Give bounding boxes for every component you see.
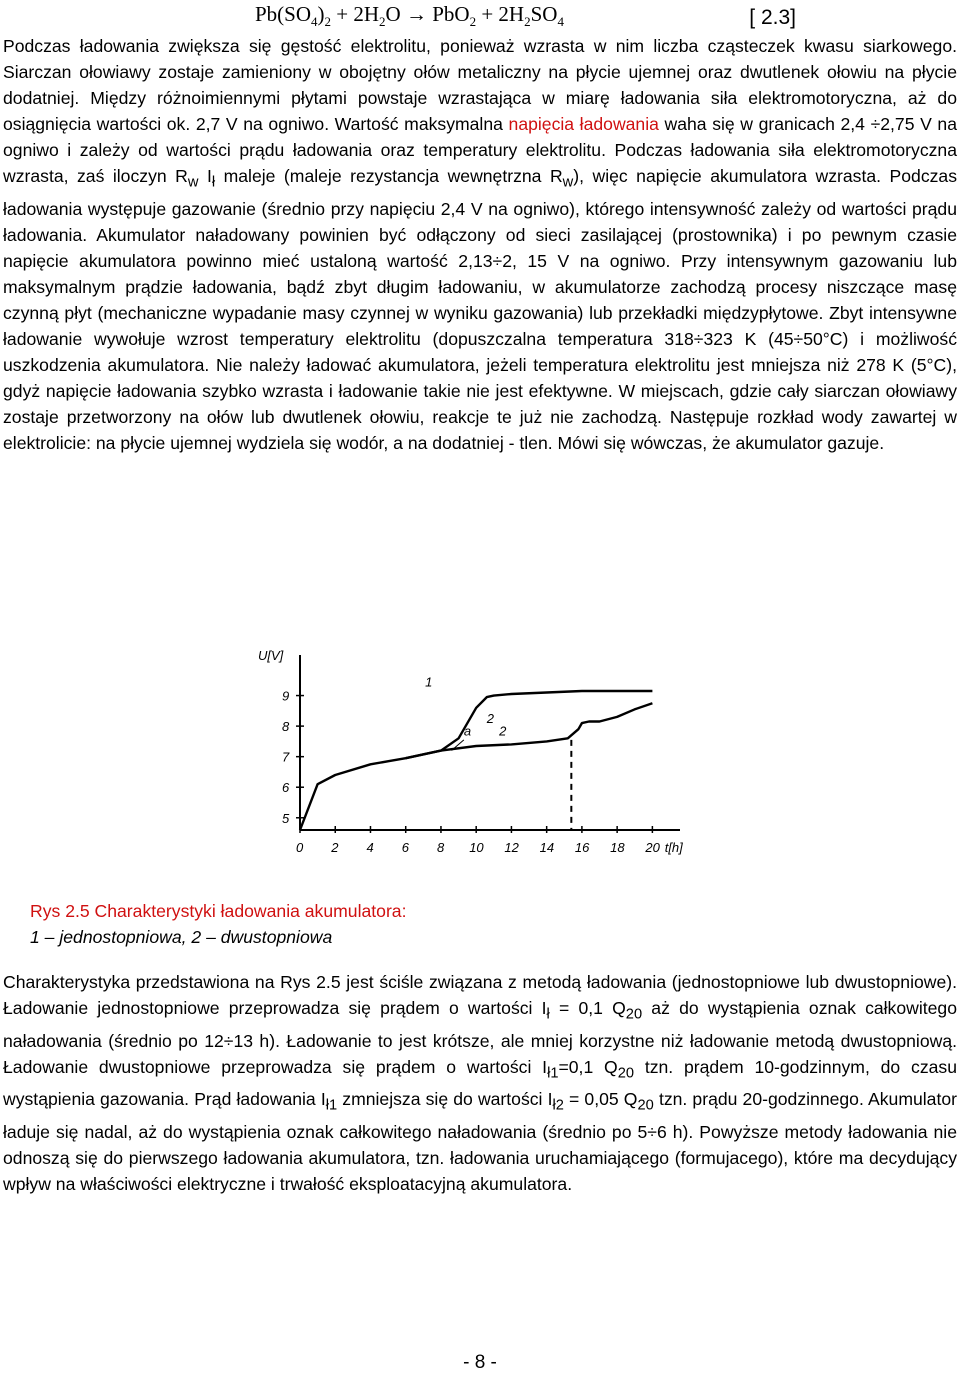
curve-label-2: 2	[499, 723, 507, 739]
x-tick-label: 14	[539, 840, 555, 855]
y-tick-label: 9	[282, 688, 290, 704]
paragraph-charging: Podczas ładowania zwiększa się gęstość elektrolitu, ponieważ wzrasta w nim liczba cząsteczek kwasu siarkowego. Siarczan ołowiawy zostaje zamieniony w obojętny ołów metaliczny na płycie ujemnej oraz dwutlenek ołowiu na płycie dodatniej. Między różnoimiennymi płytami powstaje wzrastająca w miarę ładowania siła elektromotoryczna, aż do osiągnięcia wartości ok. 2,7 V na ogniwo. Wartość maksymalna napięcia ładowania waha się w granicach 2,4 ÷2,75 V na ogniwo i zależy od wartości prądu ładowania oraz temperatury elektrolitu. Podczas ładowania siła elektromotoryczna wzrasta, zaś iloczyn $R_w$ $I_ł$ maleje (maleje rezystancja wewnętrzna $R_w$), więc napięcie akumulatora wzrasta. Podczas ładowania występuje gazowanie (średnio przy napięciu 2,4 V na ogniwo), którego intensywność zależy od wartości prądu ładowania. Akumulator naładowany powinien być odłączony od sieci zasilającej (prostownika) i po pewnym czasie napięcie akumulatora powinno mieć ustaloną wartość 2,13÷2, 15 V na ogniwo. Przy intensywnym gazowaniu lub maksymalnym prądzie ładowania, bądź zbyt długim ładowaniu, w akumulatorze zachodzą procesy niszczące masę czynną płyt (mechaniczne wypadanie masy czynnej w wyniku gazowania) lub przekładki międzypłytowe. Zbyt intensywne ładowanie wywołuje wzrost temperatury elektrolitu (dopuszczalna temperatura 318÷323 K (45÷50°C) i możliwość uszkodzenia akumulatora. Nie należy ładować akumulatora, jeżeli temperatura elektrolitu jest mniejsza niż 278 K (5°C), gdyż napięcie ładowania szybko wzrasta i ładowanie takie nie jest efektywne. W miejscach, gdzie cały siarczan ołowiawy zostaje przetworzony na ołów lub dwutlenek ołowiu, reakcje te już nie zachodzą. Następuje rozkład wody zawartej w elektrolicie: na płycie ujemnej wydziela się wodór, a na dodatniej - tlen. Mówi się wówczas, że akumulator gazuje.	[3, 36, 957, 453]
y-tick-label: 8	[282, 719, 290, 735]
x-axis-label: t[h]	[664, 840, 683, 855]
highlighted-term: napięcia ładowania	[508, 114, 659, 134]
x-tick-label: 0	[296, 840, 304, 855]
figure-caption	[30, 898, 406, 950]
curve-label-1: 1	[425, 674, 433, 690]
y-tick-label: 6	[282, 780, 290, 796]
x-tick-label: 6	[401, 840, 409, 855]
x-tick-label: 10	[469, 840, 484, 855]
paragraph-methods: Charakterystyka przedstawiona na Rys 2.5 jest ściśle związana z metodą ładowania (jednostopniowe lub dwustopniowe). Ładowanie jednostopniowe przeprowadza się prądem o wartości $I_ł = 0,1$ $Q_{20}$ aż do wystąpienia oznak całkowitego naładowania (średnio po 12÷13 h). Ładowanie to jest krótsze, ale mniej korzystne niż ładowanie metodą dwustopniową. Ładowanie dwustopniowe przeprowadza się prądem o wartości $I_{ł1}=0,1$ $Q_{20}$ tzn. prądem 10-godzinnym, do czasu wystąpienia gazowania. Prąd ładowania $I_{ł1}$ zmniejsza się do wartości $I_{ł2} = 0,05$ $Q_{20}$ tzn. prądu 20-godzinnego. Akumulator ładuje się nadal, aż do wystąpienia oznak całkowitego naładowania (średnio po 5÷6 h). Powyższe metody ładowania nie odnoszą się do pierwszego ładowania akumulatora, tzn. ładowania uruchamiającego (formujacego), które ma decydujący wpływ na właściwości elektryczne i trwałość eksploatacyjną akumulatora.	[3, 972, 957, 1194]
page-number: - 8 -	[463, 1352, 497, 1373]
y-axis-label: U[V]	[258, 648, 284, 663]
chemical-equation: $Pb(SO_4)_2 + 2H_2O \to PbO_2 + 2H_2SO_4$	[255, 2, 564, 30]
x-tick-label: 4	[366, 840, 374, 855]
equation-number: [ 2.3]	[749, 6, 796, 29]
y-tick-label: 5	[282, 810, 290, 826]
x-tick-label: 12	[504, 840, 519, 855]
x-tick-label: 8	[436, 840, 445, 855]
point-label-a: a	[463, 723, 472, 739]
series-line-2	[406, 703, 653, 758]
x-tick-label: 16	[574, 840, 590, 855]
x-tick-label: 2	[331, 840, 339, 855]
charging-characteristics-chart	[250, 645, 720, 870]
x-tick-label: 18	[610, 840, 625, 855]
curve-label-2-upper: 2	[486, 711, 494, 727]
y-tick-label: 7	[282, 749, 290, 765]
caption-legend: 1 – jednostopniowa, 2 – dwustopniowa	[30, 927, 333, 947]
caption-title: Rys 2.5 Charakterystyki ładowania akumulatora:	[30, 901, 407, 921]
x-tick-label: 20	[645, 840, 660, 855]
series-line-1	[300, 691, 652, 830]
